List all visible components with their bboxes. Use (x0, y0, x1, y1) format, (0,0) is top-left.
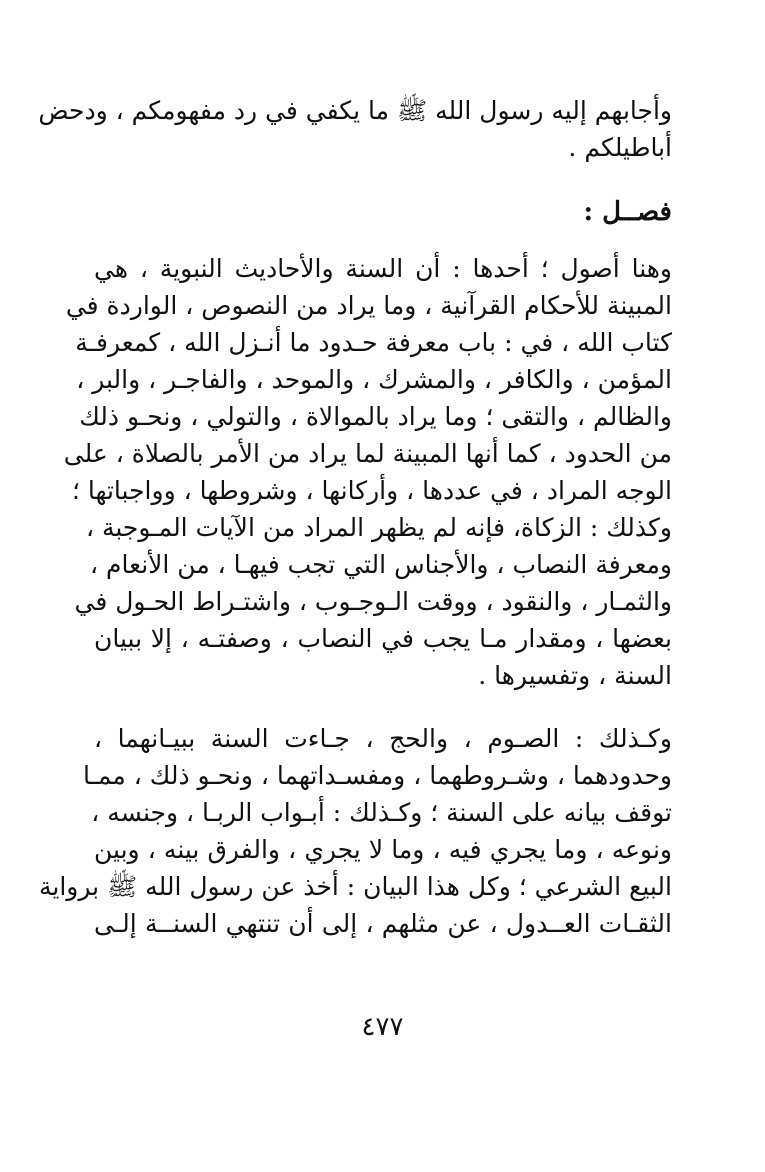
text-line: السنة ، وتفسيرها . (478, 661, 672, 690)
intro-paragraph (38, 92, 672, 166)
text-line: وكذلك : الزكاة، فإنه لم يظهر المراد من الآيات المـوجبة ، (85, 513, 672, 542)
page-number: ٤٧٧ (361, 1012, 404, 1042)
paragraph-2 (38, 720, 672, 942)
text-line: والظالم ، والتقى ؛ وما يراد بالموالاة ، والتولي ، ونحـو ذلك (79, 402, 672, 431)
text-line: توقف بيانه على السنة ؛ وكـذلك : أبـواب الربـا ، وجنسه ، (91, 798, 672, 827)
paragraph-1 (63, 250, 672, 694)
text-line: ونوعه ، وما يجري فيه ، وما لا يجري ، والفرق بينه ، وبين (94, 835, 672, 864)
text-line: الثقـات العــدول ، عن مثلهم ، إلى أن تنتهي السنــة إلـى (94, 909, 672, 938)
text-line: وكـذلك : الصـوم ، والحج ، جـاءت السنة ببيـانهما ، (94, 724, 672, 753)
text-line: المبينة للأحكام القرآنية ، وما يراد من النصوص ، الواردة في (65, 291, 672, 320)
text-line: البيع الشرعي ؛ وكل هذا البيان : أخذ عن رسول الله ﷺ برواية (38, 872, 672, 901)
text-line: ومعرفة النصاب ، والأجناس التي تجب فيهـا ، من الأنعام ، (90, 550, 672, 579)
text-line: الوجه المراد ، في عددها ، وأركانها ، وشروطها ، وواجباتها ؛ (71, 476, 672, 505)
page-body (38, 92, 672, 942)
section-heading: فصــل : (583, 197, 672, 227)
text-line: كتاب الله ، في : باب معرفة حـدود ما أنـزل الله ، كمعرفـة (75, 328, 672, 357)
text-line: وهنا أصول ؛ أحدها : أن السنة والأحاديث النبوية ، هي (94, 254, 672, 283)
text-line: بعضها ، ومقدار مـا يجب في النصاب ، وصفتـه ، إلا ببيان (94, 624, 672, 653)
text-line: وأجابهم إليه رسول الله ﷺ ما يكفي في رد مفهومكم ، ودحض (38, 96, 672, 125)
text-line: أباطيلكم . (568, 133, 672, 162)
text-line: وحدودهما ، وشـروطهما ، ومفسـداتهما ، ونحـو ذلك ، ممـا (83, 761, 672, 790)
text-line: المؤمن ، والكافر ، والمشرك ، والموحد ، والفاجـر ، والبر ، (76, 365, 672, 394)
text-line: من الحدود ، كما أنها المبينة لما يراد من الأمر بالصلاة ، على (63, 439, 672, 468)
text-line: والثمـار ، والنقود ، ووقت الـوجـوب ، واشتـراط الحـول في (74, 587, 672, 616)
